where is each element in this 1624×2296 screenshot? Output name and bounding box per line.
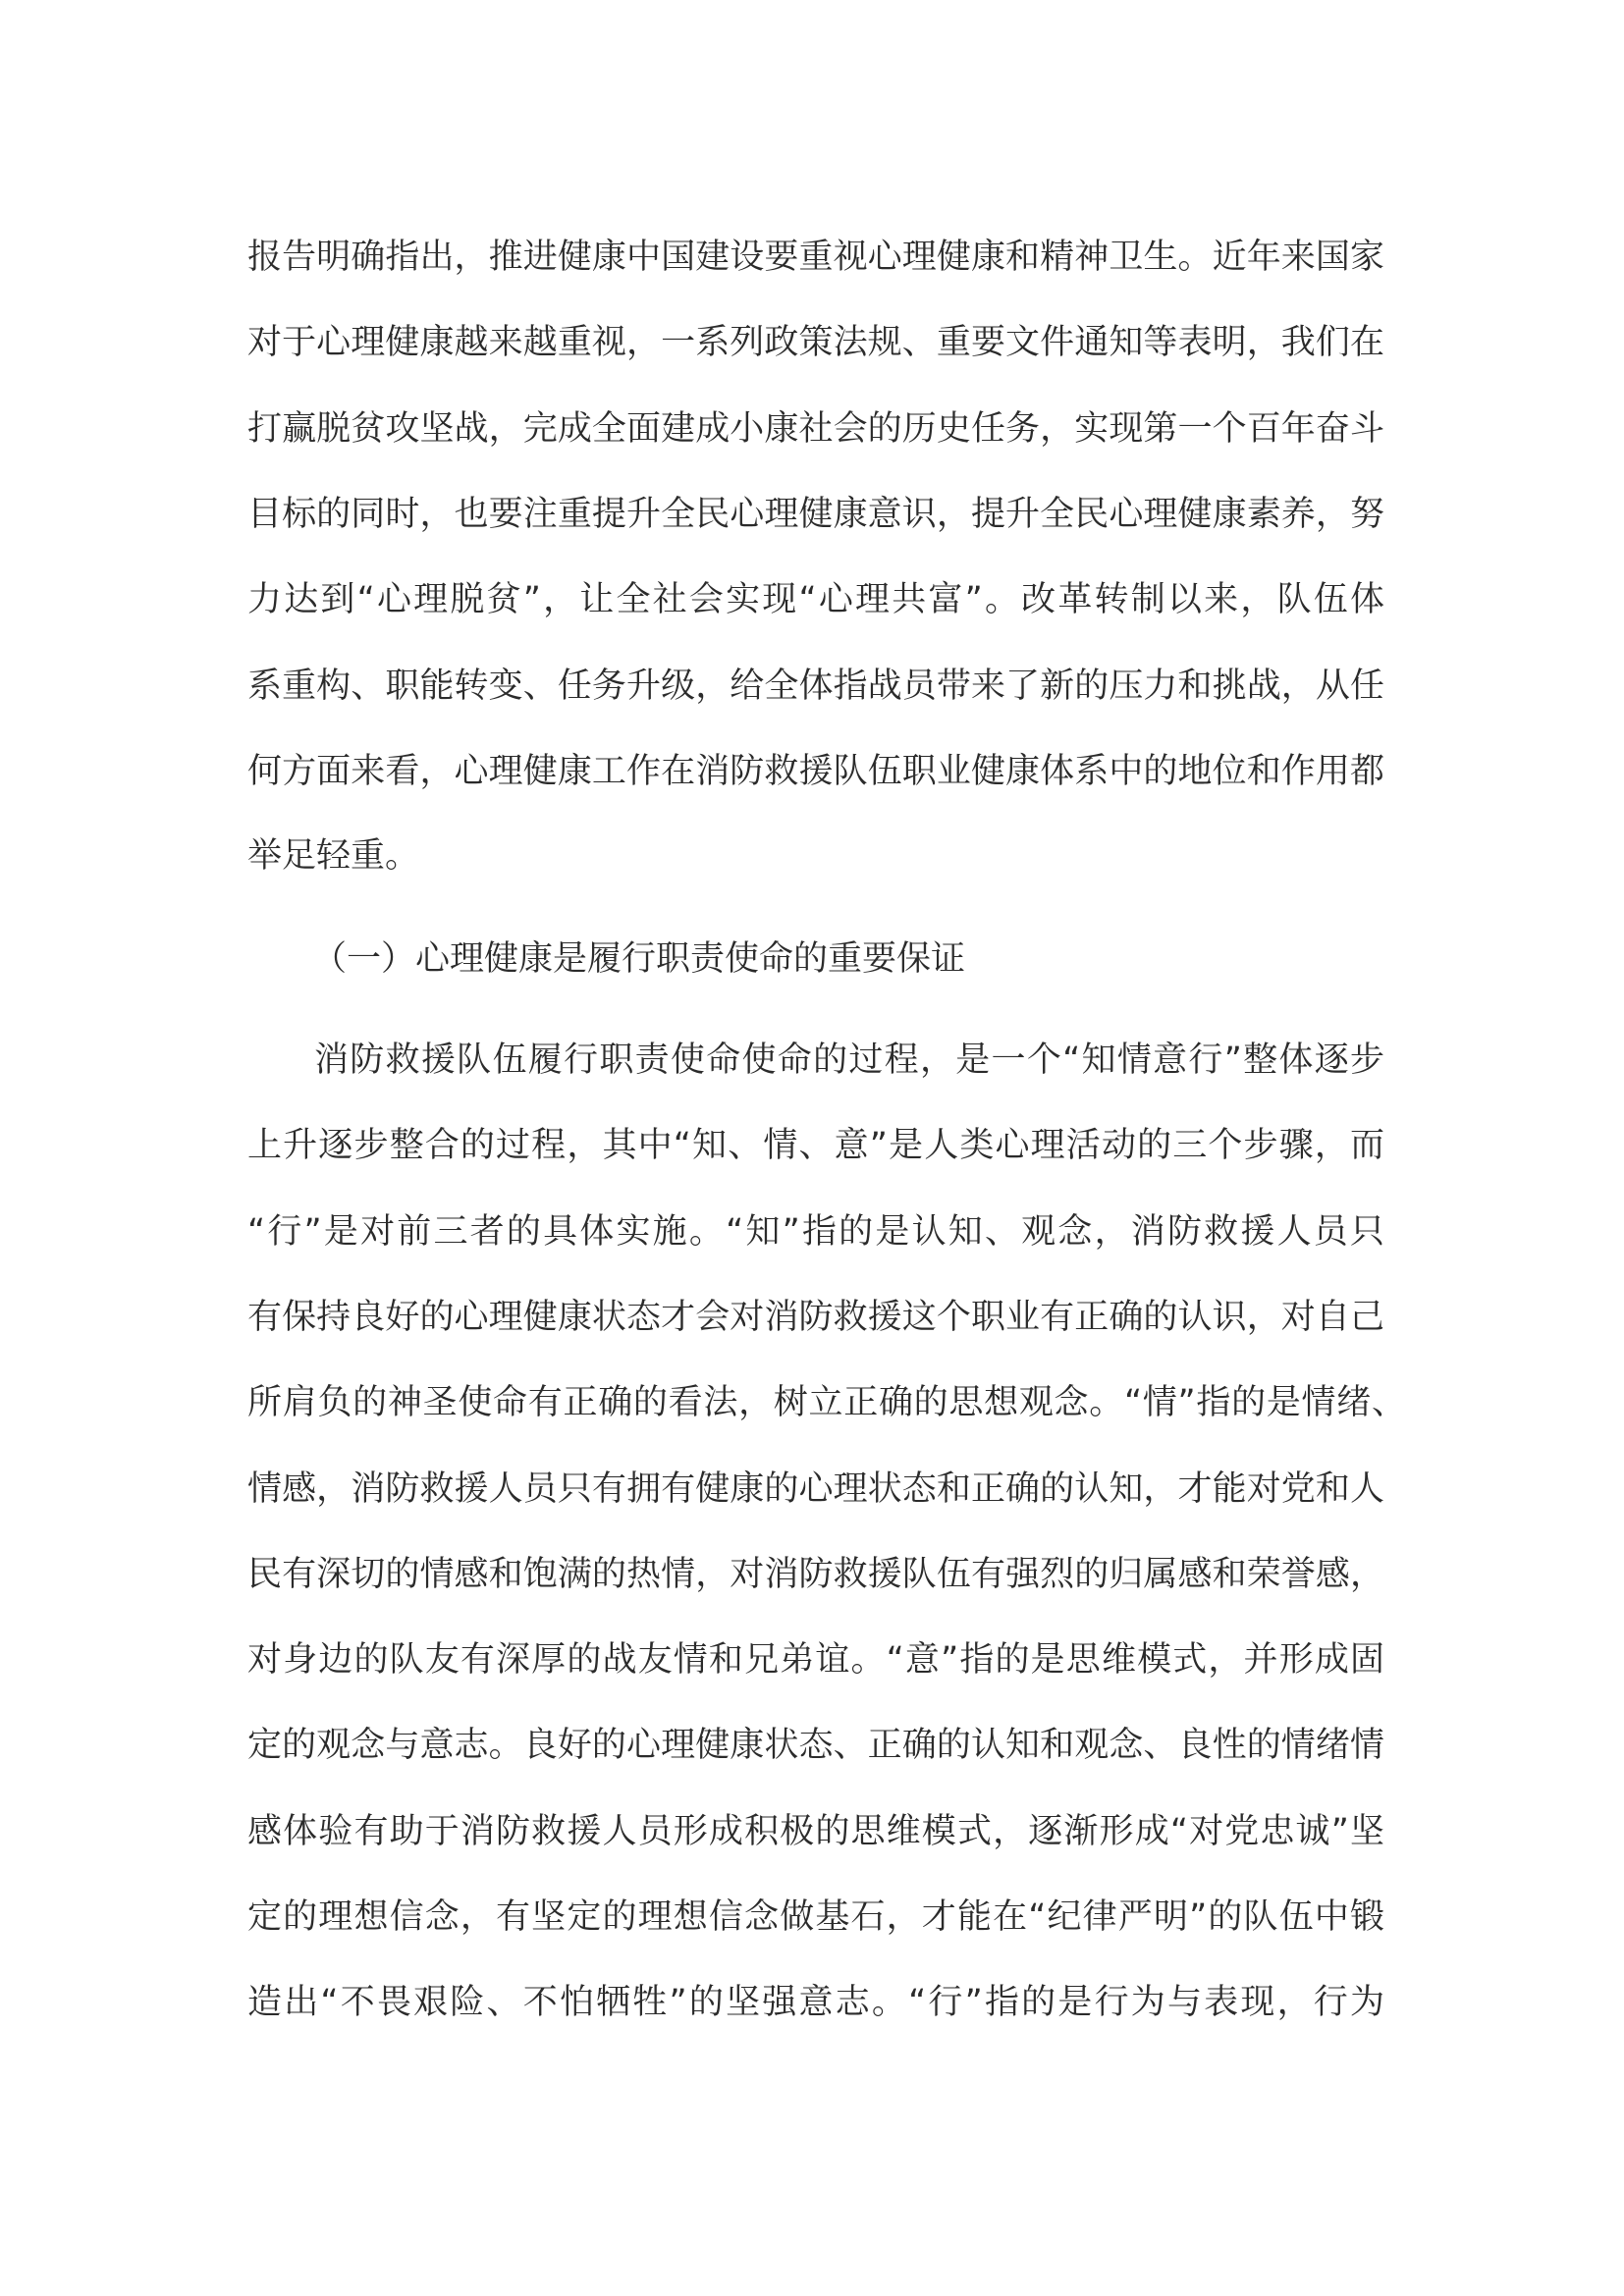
text-line: 对于心理健康越来越重视，一系列政策法规、重要文件通知等表明，我们在 xyxy=(247,323,1384,362)
text-line: “行”是对前三者的具体实施。“知”指的是认知、观念，消防救援人员只 xyxy=(247,1212,1384,1252)
text-line: 情感，消防救援人员只有拥有健康的心理状态和正确的认知，才能对党和人 xyxy=(247,1469,1384,1509)
text-line: 定的理想信念，有坚定的理想信念做基石，才能在“纪律严明”的队伍中锻 xyxy=(247,1897,1384,1937)
text-line: 民有深切的情感和饱满的热情，对消防救援队伍有强烈的归属感和荣誉感， xyxy=(247,1555,1384,1594)
text-line: 有保持良好的心理健康状态才会对消防救援这个职业有正确的认识，对自己 xyxy=(247,1298,1384,1337)
text-line: 何方面来看，心理健康工作在消防救援队伍职业健康体系中的地位和作用都 xyxy=(247,752,1384,791)
text-line: 造出“不畏艰险、不怕牺牲”的坚强意志。“行”指的是行为与表现，行为 xyxy=(247,1983,1384,2022)
text-line: 感体验有助于消防救援人员形成积极的思维模式，逐渐形成“对党忠诚”坚 xyxy=(247,1812,1384,1851)
section-heading: （一）心理健康是履行职责使命的重要保证 xyxy=(312,939,966,979)
text-line: 打赢脱贫攻坚战，完成全面建成小康社会的历史任务，实现第一个百年奋斗 xyxy=(247,409,1384,449)
text-line: 举足轻重。 xyxy=(247,836,420,876)
text-line: 定的观念与意志。良好的心理健康状态、正确的认知和观念、良性的情绪情 xyxy=(247,1726,1384,1765)
text-line: 上升逐步整合的过程，其中“知、情、意”是人类心理活动的三个步骤，而 xyxy=(247,1126,1384,1165)
text-line: 目标的同时，也要注重提升全民心理健康意识，提升全民心理健康素养，努 xyxy=(247,495,1384,534)
text-line: 对身边的队友有深厚的战友情和兄弟谊。“意”指的是思维模式，并形成固 xyxy=(247,1640,1384,1680)
text-line: 系重构、职能转变、任务升级，给全体指战员带来了新的压力和挑战，从任 xyxy=(247,667,1384,706)
text-line: 消防救援队伍履行职责使命使命的过程，是一个“知情意行”整体逐步 xyxy=(314,1041,1384,1080)
text-line: 所肩负的神圣使命有正确的看法，树立正确的思想观念。“情”指的是情绪、 xyxy=(247,1383,1406,1422)
text-line: 报告明确指出，推进健康中国建设要重视心理健康和精神卫生。近年来国家 xyxy=(247,238,1384,277)
text-line: 力达到“心理脱贫”，让全社会实现“心理共富”。改革转制以来，队伍体 xyxy=(247,580,1384,619)
